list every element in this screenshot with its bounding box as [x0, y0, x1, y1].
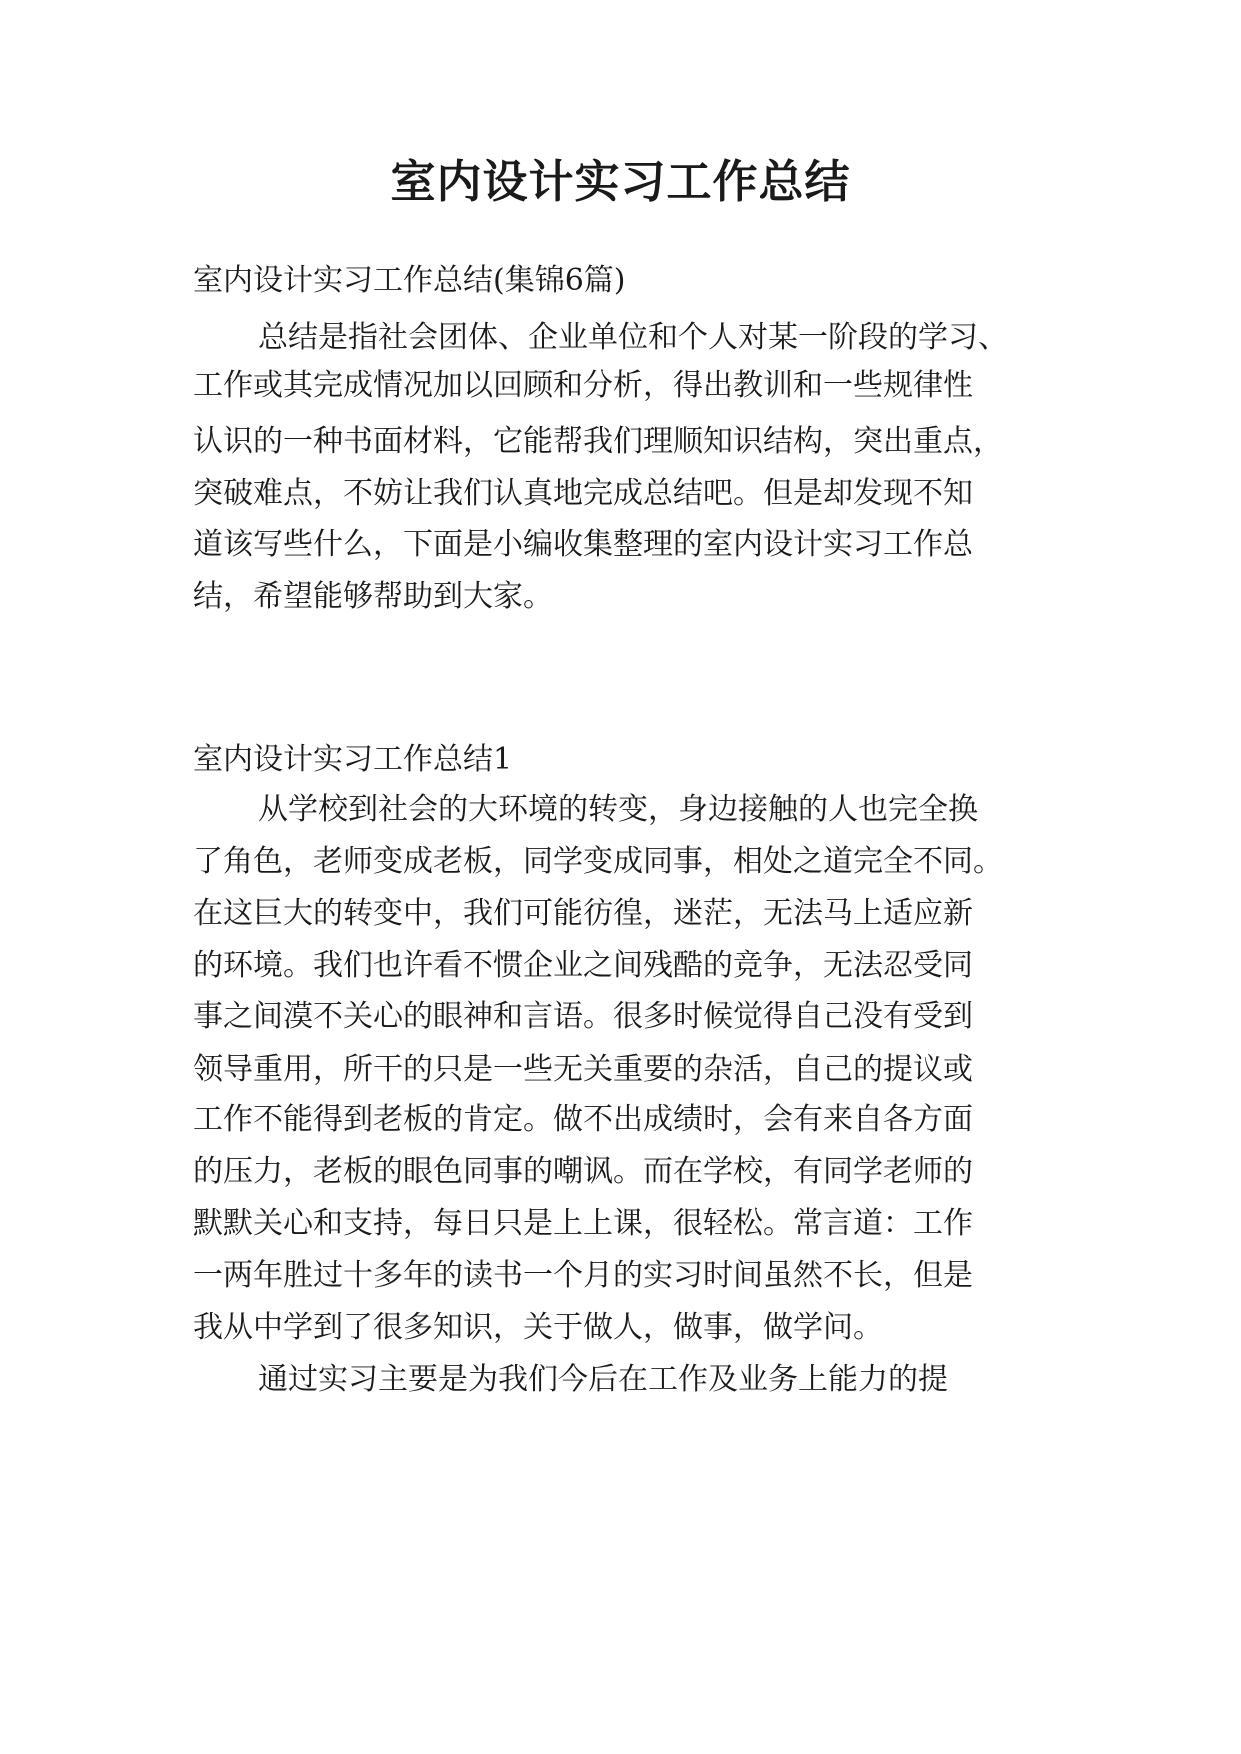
- paragraph-line: 从学校到社会的大环境的转变，身边接触的人也完全换: [258, 792, 978, 827]
- section-heading: 室内设计实习工作总结1: [193, 742, 513, 777]
- paragraph-line: 领导重用，所干的只是一些无关重要的杂活，自己的提议或: [193, 1052, 973, 1087]
- intro-line: 结，希望能够帮助到大家。: [193, 579, 553, 614]
- document-title: 室内设计实习工作总结: [390, 155, 851, 208]
- paragraph-line: 的环境。我们也许看不惯企业之间残酷的竞争，无法忍受同: [193, 948, 973, 983]
- paragraph-line: 我从中学到了很多知识，关于做人，做事，做学问。: [193, 1310, 883, 1345]
- paragraph-line: 工作不能得到老板的肯定。做不出成绩时，会有来自各方面: [193, 1102, 973, 1137]
- paragraph-line: 的压力，老板的眼色同事的嘲讽。而在学校，有同学老师的: [193, 1154, 973, 1189]
- intro-line: 突破难点，不妨让我们认真地完成总结吧。但是却发现不知: [193, 476, 973, 511]
- intro-line: 工作或其完成情况加以回顾和分析，得出教训和一些规律性: [193, 368, 973, 403]
- document-subtitle: 室内设计实习工作总结(集锦6篇): [193, 263, 626, 298]
- paragraph-line: 默默关心和支持，每日只是上上课，很轻松。常言道：工作: [193, 1206, 973, 1241]
- intro-line: 道该写些什么，下面是小编收集整理的室内设计实习工作总: [193, 527, 973, 562]
- paragraph-line: 一两年胜过十多年的读书一个月的实习时间虽然不长，但是: [193, 1258, 973, 1293]
- intro-line: 认识的一种书面材料，它能帮我们理顺知识结构，突出重点，: [193, 424, 1003, 459]
- paragraph-line: 事之间漠不关心的眼神和言语。很多时候觉得自己没有受到: [193, 999, 973, 1034]
- paragraph-line: 在这巨大的转变中，我们可能彷徨，迷茫，无法马上适应新: [193, 896, 973, 931]
- paragraph-line: 了角色，老师变成老板，同学变成同事，相处之道完全不同。: [193, 844, 1003, 879]
- paragraph-line: 通过实习主要是为我们今后在工作及业务上能力的提: [258, 1362, 948, 1397]
- intro-line: 总结是指社会团体、企业单位和个人对某一阶段的学习、: [258, 320, 1008, 355]
